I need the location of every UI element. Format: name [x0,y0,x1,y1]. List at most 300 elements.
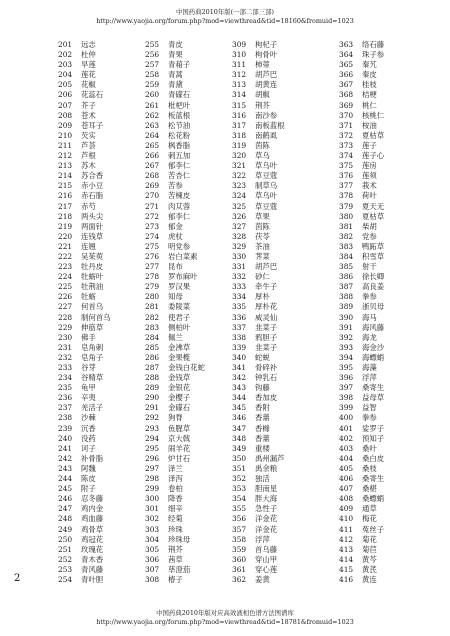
index-entry [145,101,208,111]
entry-name: 沉香 [81,423,96,433]
index-entry [145,292,208,302]
entry-number: 373 [339,140,354,150]
index-entry [58,70,121,80]
index-entry [145,282,208,292]
index-entry [339,555,402,565]
index-entry [232,222,295,232]
entry-number: 299 [145,484,160,494]
index-entry [145,403,208,413]
entry-name: 枫香脂 [168,140,191,150]
index-entry [232,191,295,201]
index-entry [145,202,208,212]
entry-number: 392 [339,332,354,342]
entry-number: 328 [232,231,247,241]
index-entry [58,292,121,302]
entry-name: 胡芦巴 [255,70,278,80]
entry-name: 枸骨叶 [255,50,278,60]
entry-number: 278 [145,272,160,282]
entry-name: 夏枯草 [362,130,385,140]
entry-name: 苦楝皮 [168,191,191,201]
index-entry [232,202,295,212]
index-column-3 [232,40,295,585]
entry-number: 269 [145,181,160,191]
entry-name: 苦杏仁 [168,171,191,181]
entry-number: 314 [232,90,247,100]
entry-name: 洋金花 [255,514,278,524]
entry-number: 377 [339,181,354,191]
entry-number: 230 [58,332,73,342]
entry-number: 223 [58,262,73,272]
entry-name: 辛夷 [81,393,96,403]
entry-name: 威灵仙 [255,312,278,322]
entry-name: 细辛 [168,504,183,514]
index-entry [145,252,208,262]
entry-name: 鱼腥草 [168,423,191,433]
entry-number: 415 [339,564,354,574]
entry-name: 知母 [168,292,183,302]
entry-name: 草乌叶 [255,161,278,171]
entry-name: 金钱白花蛇 [168,363,205,372]
index-entry [232,484,295,494]
entry-number: 344 [232,393,247,403]
entry-name: 桑寄生 [362,383,385,393]
index-entry [58,232,121,242]
index-entry [58,545,121,555]
entry-number: 352 [232,474,247,484]
entry-number: 401 [339,423,354,433]
index-entry [232,434,295,444]
index-entry [58,60,121,70]
index-entry [145,272,208,282]
entry-name: 青礞石 [168,90,191,100]
entry-number: 322 [232,171,247,181]
entry-name: 南鹤虱 [255,130,278,140]
entry-name: 芦根 [81,151,96,161]
index-column-1 [58,40,121,585]
index-entry [232,212,295,222]
entry-name: 夏枯草 [362,211,385,221]
index-entry [232,50,295,60]
index-entry [145,70,208,80]
entry-number: 232 [58,352,73,362]
index-entry [232,525,295,535]
entry-number: 321 [232,161,247,171]
entry-name: 砂仁 [255,272,270,282]
entry-number: 342 [232,373,247,383]
index-entry [58,272,121,282]
entry-number: 220 [58,231,73,241]
entry-name: 桑叶 [362,443,377,453]
index-entry [232,494,295,504]
index-entry [339,333,402,343]
entry-number: 375 [339,161,354,171]
entry-number: 317 [232,120,247,130]
entry-number: 382 [339,231,354,241]
index-entry [145,575,208,585]
index-entry [58,504,121,514]
entry-name: 浙贝母 [362,302,385,312]
entry-name: 黄连 [362,574,377,584]
index-entry [339,90,402,100]
index-entry [232,282,295,292]
entry-name: 附子 [81,484,96,494]
entry-name: 核桃仁 [362,110,385,120]
entry-number: 289 [145,383,160,393]
entry-name: 香薷 [255,413,270,423]
entry-name: 厚朴花 [255,302,278,312]
index-entry [145,504,208,514]
entry-name: 娑罗子 [362,423,385,433]
index-entry [232,413,295,423]
index-entry [232,181,295,191]
entry-number: 355 [232,504,247,514]
index-entry [232,272,295,282]
entry-number: 369 [339,100,354,110]
entry-name: 侧柏叶 [168,322,191,332]
index-entry [58,383,121,393]
entry-name: 何首乌 [81,302,104,312]
entry-name: 骨碎补 [255,363,278,372]
entry-number: 228 [58,312,73,322]
index-entry [232,545,295,555]
entry-name: 独活 [255,474,270,484]
entry-number: 202 [58,50,73,60]
index-entry [232,80,295,90]
entry-number: 391 [339,322,354,332]
entry-number: 242 [58,453,73,463]
entry-name: 苍耳子 [81,120,104,130]
index-entry [145,413,208,423]
index-entry [58,514,121,524]
index-entry [145,494,208,504]
entry-number: 300 [145,494,160,504]
entry-name: 钟乳石 [255,373,278,383]
entry-number: 218 [58,211,73,221]
index-entry [339,242,402,252]
index-entry [232,373,295,383]
entry-name: 茯苓 [255,231,270,241]
entry-name: 岩白菜素 [168,251,198,261]
entry-number: 372 [339,130,354,140]
entry-number: 276 [145,251,160,261]
index-entry [145,444,208,454]
index-entry [58,454,121,464]
index-entry [339,111,402,121]
entry-number: 403 [339,443,354,453]
entry-number: 368 [339,90,354,100]
entry-name: 鸡内金 [81,504,104,514]
entry-number: 326 [232,211,247,221]
entry-number: 234 [58,373,73,383]
index-entry [339,575,402,585]
entry-number: 320 [232,151,247,161]
entry-number: 214 [58,171,73,181]
entry-number: 413 [339,544,354,554]
entry-name: 珍珠母 [168,534,191,544]
entry-number: 239 [58,423,73,433]
entry-name: 狗脊 [168,413,183,423]
entry-number: 359 [232,544,247,554]
entry-number: 235 [58,383,73,393]
entry-number: 318 [232,130,247,140]
index-entry [232,90,295,100]
entry-number: 263 [145,120,160,130]
index-entry [232,464,295,474]
entry-name: 没药 [81,433,96,443]
index-entry [58,141,121,151]
entry-name: 香附 [255,403,270,413]
entry-name: 板蓝根 [168,110,191,120]
index-column-2 [145,40,208,585]
entry-number: 301 [145,504,160,514]
entry-number: 380 [339,211,354,221]
entry-number: 204 [58,70,73,80]
entry-name: 南沙参 [255,110,278,120]
entry-number: 253 [58,564,73,574]
entry-name: 花蕊石 [81,90,104,100]
entry-number: 249 [58,524,73,534]
entry-number: 279 [145,282,160,292]
entry-number: 305 [145,544,160,554]
entry-number: 350 [232,453,247,463]
entry-number: 208 [58,110,73,120]
entry-number: 351 [232,463,247,473]
entry-number: 323 [232,181,247,191]
entry-name: 浮萍 [362,373,377,383]
entry-name: 罗布麻叶 [168,272,198,282]
entry-number: 388 [339,292,354,302]
index-entry [145,323,208,333]
entry-number: 207 [58,100,73,110]
index-entry [339,545,402,555]
index-entry [339,504,402,514]
index-entry [145,353,208,363]
entry-name: 草豆蔻 [255,171,278,181]
entry-name: 制何首乌 [81,312,111,322]
entry-name: 远志 [81,40,96,49]
entry-number: 406 [339,474,354,484]
index-entry [58,80,121,90]
entry-number: 311 [232,60,247,70]
entry-number: 267 [145,161,160,171]
entry-number: 297 [145,463,160,473]
entry-name: 芡实 [81,130,96,140]
index-entry [58,434,121,444]
index-entry [232,131,295,141]
index-entry [339,101,402,111]
index-entry [232,313,295,323]
entry-number: 206 [58,90,73,100]
entry-name: 鸡骨草 [81,524,104,534]
entry-name: 明党参 [168,241,191,251]
entry-name: 泽兰 [168,463,183,473]
entry-name: 莲子心 [362,151,385,161]
entry-number: 414 [339,554,354,564]
entry-name: 鸡冠花 [81,534,104,544]
entry-name: 胖大海 [255,494,278,504]
entry-number: 224 [58,272,73,282]
entry-name: 桑寄生 [362,474,385,484]
entry-number: 271 [145,201,160,211]
index-entry [58,565,121,575]
index-entry [145,525,208,535]
entry-number: 264 [145,130,160,140]
index-entry [145,343,208,353]
index-entry [339,60,402,70]
index-entry [232,555,295,565]
index-entry [58,464,121,474]
index-entry [58,474,121,484]
index-entry [232,403,295,413]
entry-name: 玫瑰花 [81,544,104,554]
entry-name: 旱莲 [81,60,96,70]
index-entry [58,413,121,423]
entry-number: 379 [339,201,354,211]
entry-name: 黄芪 [362,564,377,574]
entry-name: 诃子 [81,443,96,453]
entry-name: 益智 [362,403,377,413]
entry-name: 梅花 [362,514,377,524]
index-entry [145,424,208,434]
entry-number: 367 [339,80,354,90]
entry-name: 荆芥 [168,544,183,554]
index-entry [232,504,295,514]
entry-number: 394 [339,352,354,362]
index-entry [58,444,121,454]
entry-number: 246 [58,494,73,504]
index-entry [339,403,402,413]
index-entry [339,373,402,383]
index-entry [339,363,402,373]
entry-number: 304 [145,534,160,544]
entry-name: 草乌叶 [255,191,278,201]
entry-name: 苍术 [81,110,96,120]
entry-number: 398 [339,393,354,403]
entry-number: 307 [145,564,160,574]
index-entry [232,393,295,403]
entry-number: 291 [145,403,160,413]
entry-number: 310 [232,50,247,60]
entry-number: 360 [232,554,247,564]
index-entry [232,353,295,363]
index-entry [232,121,295,131]
entry-name: 海金沙 [362,342,385,352]
entry-name: 预知子 [362,433,385,443]
entry-name: 柴胡 [362,221,377,231]
entry-number: 285 [145,342,160,352]
entry-name: 夏天无 [362,201,385,211]
index-entry [145,302,208,312]
entry-name: 茜草 [168,554,183,564]
index-entry [232,333,295,343]
entry-number: 203 [58,60,73,70]
entry-number: 347 [232,423,247,433]
entry-number: 219 [58,221,73,231]
entry-name: 益母草 [362,393,385,403]
entry-name: 桑枝 [362,463,377,473]
entry-name: 赤芍 [81,201,96,211]
entry-number: 334 [232,292,247,302]
entry-name: 赤石脂 [81,191,104,201]
entry-number: 339 [232,342,247,352]
entry-number: 283 [145,322,160,332]
index-entry [339,383,402,393]
entry-number: 222 [58,251,73,261]
entry-number: 315 [232,100,247,110]
entry-name: 莲须 [362,171,377,181]
index-entry [232,575,295,585]
entry-name: 谷精草 [81,373,104,383]
index-entry [145,363,208,373]
index-entry [232,60,295,70]
index-entry [58,222,121,232]
index-entry [145,60,208,70]
entry-name: 秦皮 [362,70,377,80]
entry-number: 217 [58,201,73,211]
index-entry [145,222,208,232]
entry-number: 296 [145,453,160,463]
entry-name: 忍冬藤 [81,494,104,504]
entry-number: 341 [232,363,247,372]
entry-number: 284 [145,332,160,342]
index-entry [232,40,295,50]
index-entry [339,121,402,131]
entry-number: 331 [232,262,247,272]
entry-number: 408 [339,494,354,504]
entry-name: 桃仁 [362,100,377,110]
entry-name: 佩兰 [168,332,183,342]
entry-name: 降香 [168,494,183,504]
entry-name: 茶油 [255,241,270,251]
entry-number: 387 [339,282,354,292]
entry-number: 245 [58,484,73,494]
entry-name: 首乌藤 [255,544,278,554]
entry-number: 261 [145,100,160,110]
index-entry [145,514,208,524]
entry-number: 247 [58,504,73,514]
entry-number: 338 [232,332,247,342]
entry-number: 277 [145,262,160,272]
entry-name: 补骨脂 [81,453,104,463]
entry-number: 376 [339,171,354,181]
entry-number: 266 [145,151,160,161]
entry-name: 海龙 [362,332,377,342]
entry-name: 拳参 [362,292,377,302]
entry-name: 莪术 [362,181,377,191]
entry-name: 金银花 [168,383,191,393]
entry-name: 荠菜 [255,251,270,261]
entry-number: 410 [339,514,354,524]
index-entry [232,111,295,121]
entry-name: 黄芩 [362,554,377,564]
entry-number: 229 [58,322,73,332]
index-entry [58,121,121,131]
index-entry [339,464,402,474]
entry-name: 苏合香 [81,171,104,181]
index-entry [339,282,402,292]
entry-name: 京大戟 [168,433,191,443]
entry-number: 399 [339,403,354,413]
index-entry [232,363,295,373]
entry-name: 青风藤 [81,564,104,574]
index-entry [145,393,208,403]
entry-number: 411 [339,524,354,534]
entry-name: 谷芽 [81,363,96,372]
entry-name: 禹州漏芦 [255,453,285,463]
entry-number: 349 [232,443,247,453]
entry-number: 308 [145,574,160,584]
index-entry [145,232,208,242]
